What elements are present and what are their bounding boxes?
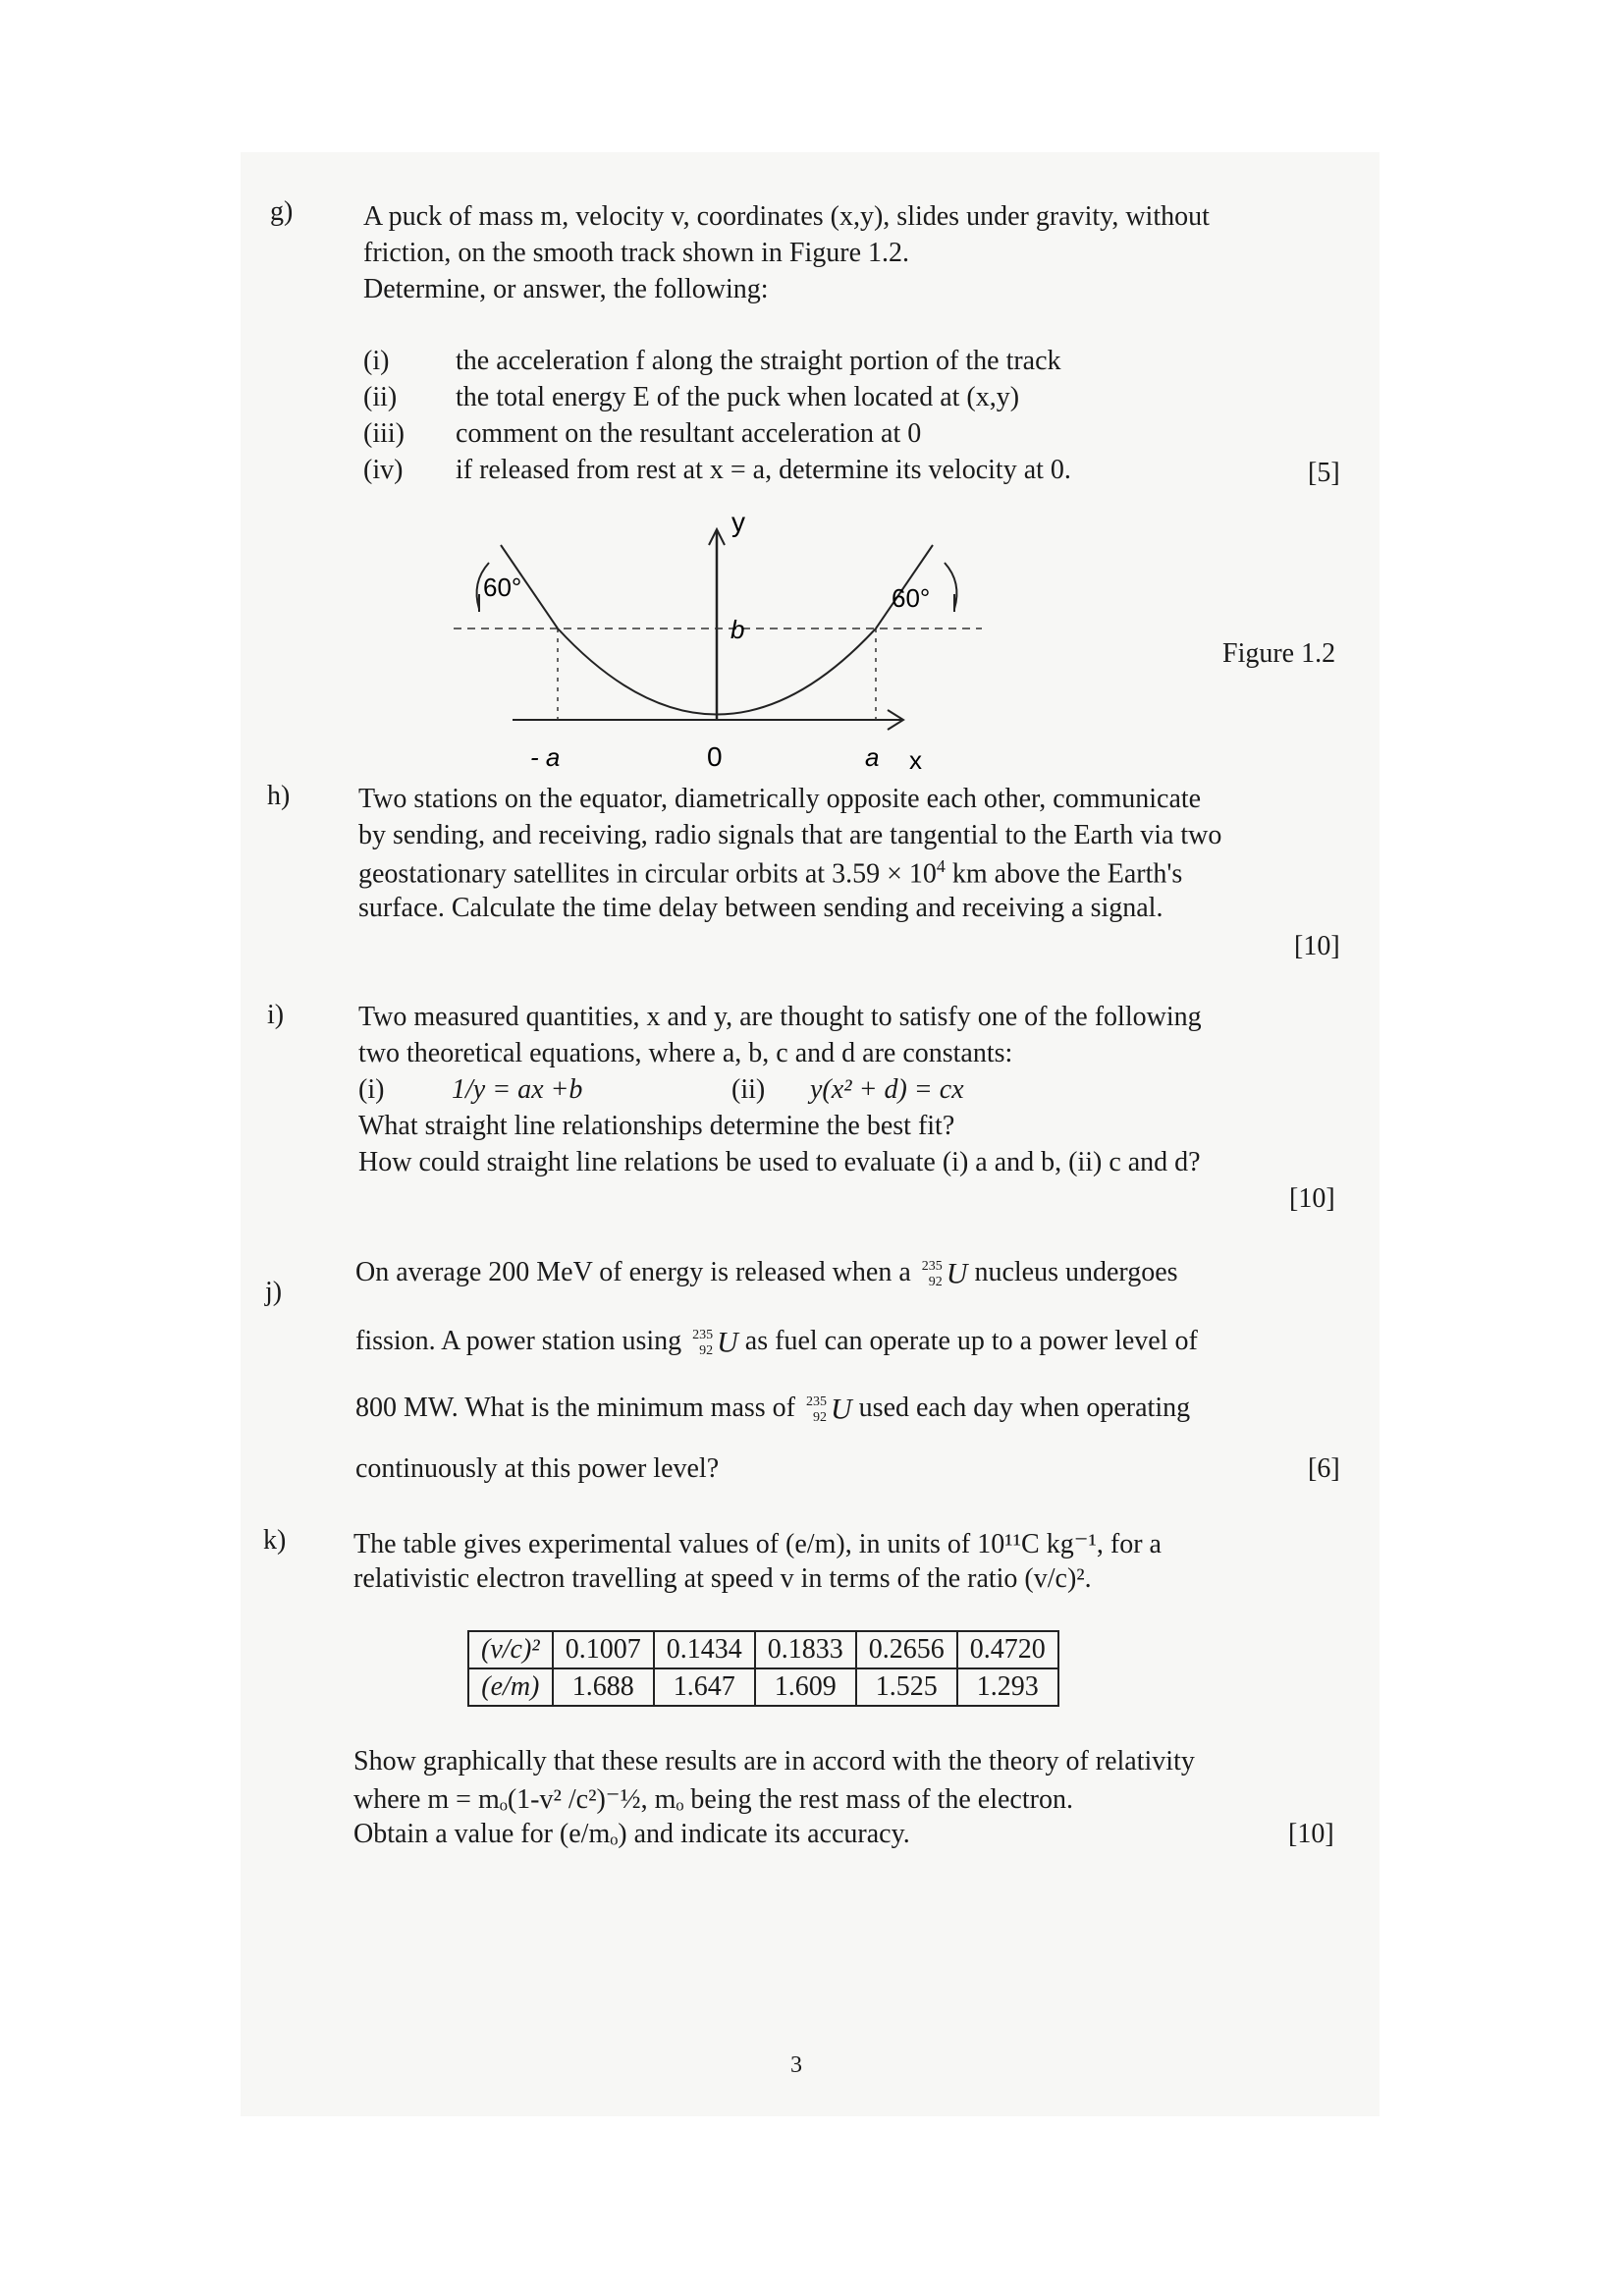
table-header-cell: (v/c)² <box>468 1631 553 1668</box>
b-label: b <box>730 615 745 644</box>
i-marks: [10] <box>1289 1183 1335 1214</box>
y-axis-label: y <box>731 507 745 537</box>
table-cell: 1.688 <box>553 1668 654 1706</box>
h-marks: [10] <box>1294 931 1340 961</box>
g-intro-line1: A puck of mass m, velocity v, coordinates (x,y), slides under gravity, without <box>363 201 1210 232</box>
table-cell: 0.1434 <box>654 1631 755 1668</box>
table-header-cell: (e/m) <box>468 1668 553 1706</box>
g-item-num: (iii) <box>363 418 405 449</box>
h-line3: geostationary satellites in circular orbits at $3.59 \times 10^4$ km above the Earth's <box>358 856 1183 890</box>
question-label-h: h) <box>267 781 291 811</box>
j-line1: On average 200 MeV of energy is released when a 235 92 U nucleus undergoes <box>355 1257 1178 1290</box>
question-label-i: i) <box>267 1000 285 1030</box>
g-item-2 <box>363 382 1019 413</box>
i-eq1: 1/y = ax +b <box>452 1074 583 1105</box>
x-axis-label: x <box>909 745 922 775</box>
table-cell: 0.1833 <box>755 1631 856 1668</box>
page-number: 3 <box>790 2052 802 2078</box>
i-line1: Two measured quantities, x and y, are thought to satisfy one of the following <box>358 1002 1202 1032</box>
g-item-num: (iv) <box>363 455 404 485</box>
figure-caption: Figure 1.2 <box>1222 638 1336 669</box>
g-intro-line3: Determine, or answer, the following: <box>363 274 769 304</box>
k-line2: relativistic electron travelling at speed v in terms of the ratio (v/c)². <box>353 1563 1092 1594</box>
tick-neg-a: - a <box>530 742 561 772</box>
i-eq2: y(x² + d) = cx <box>810 1074 964 1105</box>
table-cell: 1.293 <box>957 1668 1058 1706</box>
uranium-isotope: 235 92 <box>692 1327 714 1358</box>
table-cell: 0.4720 <box>957 1631 1058 1668</box>
i-line5: How could straight line relations be used to evaluate (i) a and b, (ii) c and d? <box>358 1147 1201 1177</box>
track-figure <box>432 506 1001 781</box>
table-cell: 1.525 <box>856 1668 957 1706</box>
g-item-text: the total energy E of the puck when located at (x,y) <box>456 382 1020 412</box>
tick-zero: 0 <box>707 741 723 772</box>
g-item-num: (ii) <box>363 382 398 412</box>
relativity-data-table <box>467 1630 1059 1707</box>
uranium-isotope: 235 92 <box>806 1394 827 1425</box>
uranium-isotope: 235 92 <box>921 1258 943 1289</box>
h-line1: Two stations on the equator, diametrically opposite each other, communicate <box>358 784 1202 814</box>
angle-right-label: 60° <box>892 583 931 613</box>
question-label-k: k) <box>263 1525 287 1556</box>
i-line4: What straight line relationships determine the best fit? <box>358 1111 955 1141</box>
g-marks: [5] <box>1308 458 1340 488</box>
table-row <box>468 1631 1058 1668</box>
h-line4: surface. Calculate the time delay between sending and receiving a signal. <box>358 893 1163 923</box>
angle-left-label: 60° <box>483 573 522 602</box>
question-label-g: g) <box>270 196 294 227</box>
h-line2: by sending, and receiving, radio signals that are tangential to the Earth via two <box>358 820 1222 850</box>
j-marks: [6] <box>1308 1453 1340 1484</box>
i-eq1-num: (i) <box>358 1074 385 1105</box>
j-line3: 800 MW. What is the minimum mass of 235 92 U used each day when operating <box>355 1393 1191 1426</box>
j-line4: continuously at this power level? <box>355 1453 720 1484</box>
k-line4: where m = mₒ(1-v² /c²)⁻½, mₒ being the rest mass of the electron. <box>353 1784 1073 1815</box>
table-cell: 0.1007 <box>553 1631 654 1668</box>
g-intro-line2: friction, on the smooth track shown in Figure 1.2. <box>363 238 910 268</box>
k-line5: Obtain a value for (e/mₒ) and indicate its accuracy. <box>353 1819 910 1849</box>
i-equations <box>358 1074 964 1106</box>
i-line2: two theoretical equations, where a, b, c and d are constants: <box>358 1038 1013 1068</box>
i-eq2-num: (ii) <box>731 1074 766 1105</box>
g-item-4 <box>363 455 1071 486</box>
g-item-num: (i) <box>363 346 390 376</box>
table-cell: 1.647 <box>654 1668 755 1706</box>
k-line1: The table gives experimental values of (e/m), in units of 10¹¹C kg⁻¹, for a <box>353 1529 1162 1559</box>
g-item-text: if released from rest at x = a, determine its velocity at 0. <box>456 455 1071 485</box>
g-item-1 <box>363 346 1061 377</box>
g-item-text: comment on the resultant acceleration at 0 <box>456 418 922 449</box>
k-marks: [10] <box>1288 1819 1334 1849</box>
table-cell: 1.609 <box>755 1668 856 1706</box>
question-label-j: j) <box>265 1277 283 1307</box>
table-cell: 0.2656 <box>856 1631 957 1668</box>
tick-a: a <box>865 742 880 772</box>
g-item-text: the acceleration f along the straight portion of the track <box>456 346 1061 376</box>
g-item-3 <box>363 418 921 450</box>
j-line2: fission. A power station using 235 92 U as fuel can operate up to a power level of <box>355 1326 1198 1359</box>
table-row <box>468 1668 1058 1706</box>
k-line3: Show graphically that these results are in accord with the theory of relativity <box>353 1746 1195 1777</box>
